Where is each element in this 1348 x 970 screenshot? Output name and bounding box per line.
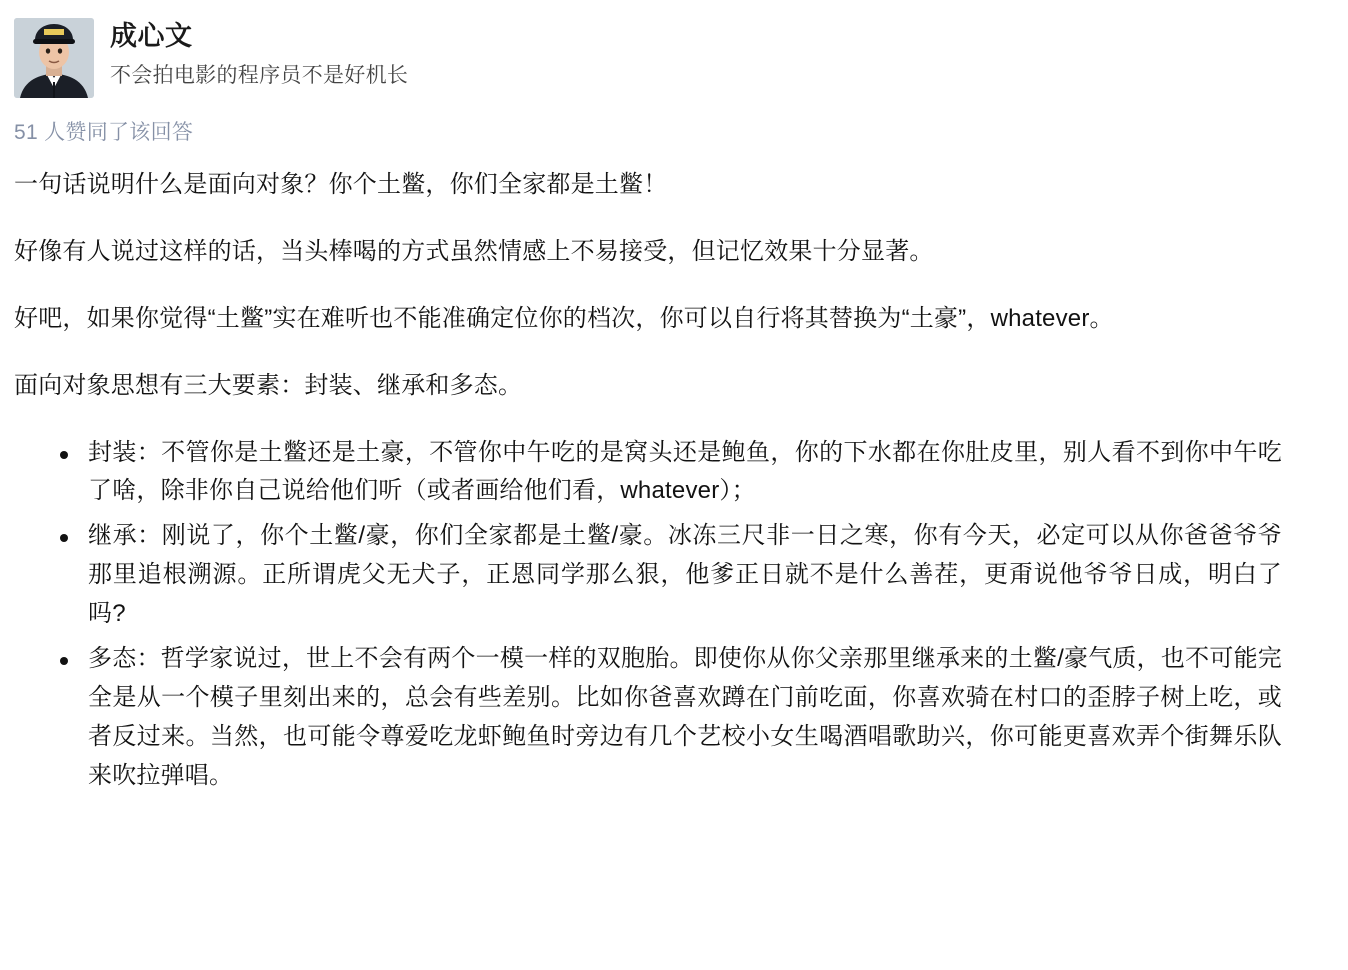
avatar[interactable] (14, 18, 94, 98)
pilot-avatar-icon (14, 18, 94, 98)
paragraph: 好吧，如果你觉得“土鳖”实在难听也不能准确定位你的档次，你可以自行将其替换为“土豪”，whatever。 (14, 304, 1114, 332)
vote-count-label: 51 人赞同了该回答 (14, 121, 194, 144)
paragraph: 一句话说明什么是面向对象？你个土鳖，你们全家都是土鳖！ (14, 171, 668, 198)
list-item: 继承：刚说了，你个土鳖/豪，你们全家都是土鳖/豪。冰冻三尺非一日之寒，你有今天，必定可以从你爸爸爷爷那里追根溯源。正所谓虎父无犬子，正恩同学那么狠，他爹正日就不是什么善茬，更甭说他爷爷日成，明白了吗? (14, 517, 1328, 634)
paragraph: 好像有人说过这样的话，当头棒喝的方式虽然情感上不易接受，但记忆效果十分显著。 (14, 237, 934, 265)
paragraph: 面向对象思想有三大要素：封装、继承和多态。 (14, 371, 523, 399)
concept-list (14, 434, 1328, 796)
answer-content (14, 166, 1328, 795)
list-item: 多态：哲学家说过，世上不会有两个一模一样的双胞胎。即使你从你父亲那里继承来的土鳖/豪气质，也不可能完全是从一个模子里刻出来的，总会有些差别。比如你爸喜欢蹲在门前吃面，你喜欢骑在村口的歪脖子树上吃，或者反过来。当然，也可能令尊爱吃龙虾鲍鱼时旁边有几个艺校小女生喝酒唱歌助兴，你可能更喜欢弄个街舞乐队来吹拉弹唱。 (14, 640, 1328, 796)
author-info (110, 18, 408, 91)
author-name[interactable]: 成心文 (110, 21, 193, 51)
author-header (14, 14, 1328, 98)
list-item: 封装：不管你是土鳖还是土豪，不管你中午吃的是窝头还是鲍鱼，你的下水都在你肚皮里，别人看不到你中午吃了啥，除非你自己说给他们听（或者画给他们看，whatever）； (14, 434, 1328, 512)
author-bio: 不会拍电影的程序员不是好机长 (110, 63, 409, 87)
